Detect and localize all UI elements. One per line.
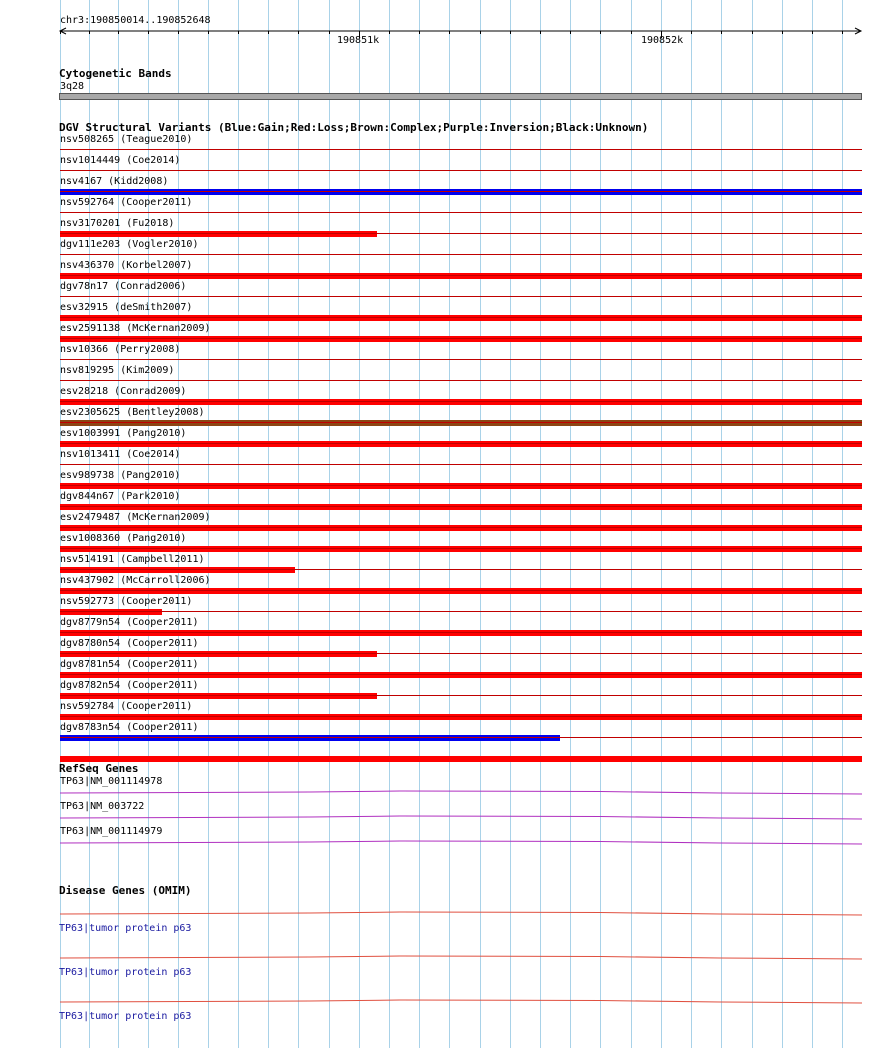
dgv-variant-bar-loss[interactable] xyxy=(60,504,862,510)
dgv-row-separator xyxy=(60,527,862,528)
dgv-variant-label[interactable]: nsv592773 (Cooper2011) xyxy=(60,596,193,607)
dgv-row-separator xyxy=(60,485,862,486)
dgv-variant-label[interactable]: esv989738 (Pang2010) xyxy=(60,470,181,481)
dgv-variant-bar-loss[interactable] xyxy=(60,630,862,636)
refseq-gene-label[interactable]: TP63|NM_001114979 xyxy=(60,826,163,837)
dgv-variant-label[interactable]: dgv8781n54 (Cooper2011) xyxy=(60,659,199,670)
refseq-track-title: RefSeq Genes xyxy=(59,762,139,775)
refseq-gene-model[interactable] xyxy=(0,813,890,821)
dgv-variant-bar-loss[interactable] xyxy=(60,567,295,573)
dgv-variant-bar-loss[interactable] xyxy=(60,336,862,342)
dgv-row-separator xyxy=(60,359,862,360)
dgv-variant-label[interactable]: nsv1014449 (Coe2014) xyxy=(60,155,181,166)
dgv-row-separator xyxy=(60,212,862,213)
dgv-variant-label[interactable]: nsv10366 (Perry2008) xyxy=(60,344,181,355)
dgv-variant-label[interactable]: nsv437902 (McCarroll2006) xyxy=(60,575,211,586)
dgv-variant-bar-loss[interactable] xyxy=(60,756,862,762)
dgv-variant-label[interactable]: nsv514191 (Campbell2011) xyxy=(60,554,205,565)
dgv-row-separator xyxy=(60,422,862,423)
dgv-variant-label[interactable]: dgv8780n54 (Cooper2011) xyxy=(60,638,199,649)
dgv-variant-bar-loss[interactable] xyxy=(60,714,862,720)
dgv-row-separator xyxy=(60,254,862,255)
omim-track-title: Disease Genes (OMIM) xyxy=(59,884,192,897)
dgv-variant-bar-gain[interactable] xyxy=(60,735,560,741)
dgv-variant-label[interactable]: esv2305625 (Bentley2008) xyxy=(60,407,205,418)
dgv-variant-bar-loss[interactable] xyxy=(60,546,862,552)
dgv-variant-label[interactable]: esv28218 (Conrad2009) xyxy=(60,386,187,397)
dgv-variant-bar-loss[interactable] xyxy=(60,672,862,678)
dgv-variant-bar-loss[interactable] xyxy=(60,399,862,405)
dgv-variant-label[interactable]: esv2479487 (McKernan2009) xyxy=(60,512,211,523)
refseq-gene-label[interactable]: TP63|NM_003722 xyxy=(60,801,145,812)
dgv-variant-label[interactable]: nsv508265 (Teague2010) xyxy=(60,134,193,145)
refseq-gene-model[interactable] xyxy=(0,838,890,846)
dgv-variant-bar-loss[interactable] xyxy=(60,231,377,237)
dgv-variant-label[interactable]: dgv8783n54 (Cooper2011) xyxy=(60,722,199,733)
dgv-track-title: DGV Structural Variants (Blue:Gain;Red:Loss;Brown:Complex;Purple:Inversion;Black:Unknown) xyxy=(59,121,649,134)
ruler-tick-label-2: 190852k xyxy=(641,35,684,46)
dgv-variant-label[interactable]: dgv8782n54 (Cooper2011) xyxy=(60,680,199,691)
dgv-variant-label[interactable]: nsv592764 (Cooper2011) xyxy=(60,197,193,208)
omim-gene-model[interactable] xyxy=(0,997,890,1005)
dgv-variant-label[interactable]: nsv592784 (Cooper2011) xyxy=(60,701,193,712)
dgv-row-separator xyxy=(60,170,862,171)
dgv-variant-bar-complex[interactable] xyxy=(60,420,862,426)
dgv-row-separator xyxy=(60,296,862,297)
dgv-row-separator xyxy=(60,569,862,570)
locus-label: chr3:190850014..190852648 xyxy=(60,15,211,26)
dgv-variant-label[interactable]: nsv436370 (Korbel2007) xyxy=(60,260,193,271)
dgv-row-separator xyxy=(60,695,862,696)
dgv-variant-label[interactable]: nsv819295 (Kim2009) xyxy=(60,365,175,376)
cytoband-bar[interactable] xyxy=(59,93,862,100)
dgv-row-separator xyxy=(60,590,862,591)
dgv-variant-bar-loss[interactable] xyxy=(60,273,862,279)
ruler-axis xyxy=(0,24,890,38)
dgv-row-separator xyxy=(60,737,862,738)
dgv-variant-bar-loss[interactable] xyxy=(60,588,862,594)
dgv-row-separator xyxy=(60,380,862,381)
omim-gene-label[interactable]: TP63|tumor protein p63 xyxy=(59,967,192,978)
dgv-variant-bar-loss[interactable] xyxy=(60,609,162,615)
dgv-row-separator xyxy=(60,275,862,276)
omim-gene-model[interactable] xyxy=(0,953,890,961)
dgv-row-separator xyxy=(60,401,862,402)
dgv-variant-bar-loss[interactable] xyxy=(60,315,862,321)
dgv-variant-bar-gain[interactable] xyxy=(60,189,862,195)
dgv-variant-label[interactable]: esv1008360 (Pang2010) xyxy=(60,533,187,544)
omim-gene-label[interactable]: TP63|tumor protein p63 xyxy=(59,923,192,934)
dgv-row-separator xyxy=(60,149,862,150)
dgv-variant-bar-loss[interactable] xyxy=(60,693,377,699)
omim-gene-label[interactable]: TP63|tumor protein p63 xyxy=(59,1011,192,1022)
refseq-gene-label[interactable]: TP63|NM_001114978 xyxy=(60,776,163,787)
dgv-variant-bar-loss[interactable] xyxy=(60,441,862,447)
dgv-row-separator xyxy=(60,443,862,444)
ruler-tick-label-1: 190851k xyxy=(337,35,380,46)
dgv-row-separator xyxy=(60,716,862,717)
cytoband-track-title: Cytogenetic Bands xyxy=(59,67,172,80)
dgv-variant-label[interactable]: esv2591138 (McKernan2009) xyxy=(60,323,211,334)
dgv-variant-bar-loss[interactable] xyxy=(60,483,862,489)
dgv-row-separator xyxy=(60,317,862,318)
dgv-variant-label[interactable]: dgv78n17 (Conrad2006) xyxy=(60,281,187,292)
dgv-variant-label[interactable]: nsv3170201 (Fu2018) xyxy=(60,218,175,229)
dgv-row-separator xyxy=(60,674,862,675)
dgv-row-separator xyxy=(60,506,862,507)
omim-gene-model[interactable] xyxy=(0,909,890,917)
dgv-row-separator xyxy=(60,191,862,192)
dgv-variant-label[interactable]: dgv844n67 (Park2010) xyxy=(60,491,181,502)
dgv-variant-label[interactable]: esv32915 (deSmith2007) xyxy=(60,302,193,313)
dgv-row-separator xyxy=(60,611,862,612)
dgv-row-separator xyxy=(60,548,862,549)
dgv-variant-bar-loss[interactable] xyxy=(60,525,862,531)
dgv-row-separator xyxy=(60,653,862,654)
refseq-gene-model[interactable] xyxy=(0,788,890,796)
dgv-row-separator xyxy=(60,464,862,465)
dgv-row-separator xyxy=(60,233,862,234)
dgv-variant-label[interactable]: dgv111e203 (Vogler2010) xyxy=(60,239,199,250)
dgv-row-separator xyxy=(60,338,862,339)
dgv-variant-label[interactable]: nsv4167 (Kidd2008) xyxy=(60,176,169,187)
cytoband-label: 3q28 xyxy=(60,81,85,92)
dgv-variant-label[interactable]: nsv1013411 (Coe2014) xyxy=(60,449,181,460)
dgv-variant-label[interactable]: dgv8779n54 (Cooper2011) xyxy=(60,617,199,628)
dgv-row-separator xyxy=(60,632,862,633)
dgv-variant-label[interactable]: esv1003991 (Pang2010) xyxy=(60,428,187,439)
dgv-variant-bar-loss[interactable] xyxy=(60,651,377,657)
